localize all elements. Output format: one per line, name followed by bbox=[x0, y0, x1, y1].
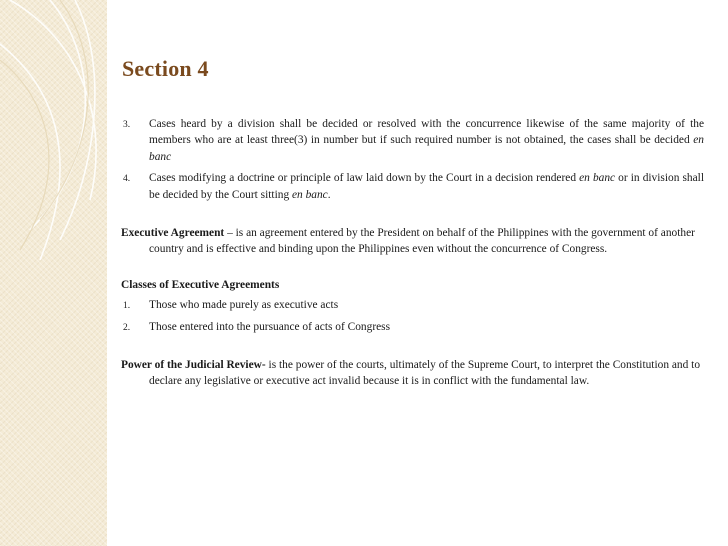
list-item bbox=[121, 116, 704, 165]
item-text: Those entered into the pursuance of acts of Congress bbox=[149, 320, 391, 333]
item-text: Cases heard by a division shall be decided or resolved with the concurrence likewise of the same majority of the members who are at least three(3) in number but if such required number is not obtained, the cases shall be decided bbox=[149, 118, 704, 147]
executive-agreement-definition bbox=[121, 225, 704, 258]
item-number: 2. bbox=[123, 322, 131, 333]
item-number: 3. bbox=[123, 120, 131, 130]
slide-title: Section 4 bbox=[122, 56, 209, 81]
item-text: Those who made purely as executive acts bbox=[149, 299, 339, 312]
term-definition: is the power of the courts, ultimately of the Supreme Court, to interpret the Constitution and to declare any legislative or executive act invalid because it is in conflict with the fundamental law. bbox=[149, 359, 701, 388]
classes-heading: Classes of Executive Agreements bbox=[121, 278, 280, 291]
item-number: 1. bbox=[123, 301, 131, 312]
decorative-sidebar bbox=[0, 0, 107, 546]
list-item bbox=[121, 319, 704, 335]
list-item bbox=[121, 170, 704, 203]
item-text: or in division shall be decided by the Court sitting bbox=[149, 172, 704, 201]
term-label: Power of the Judicial Review- bbox=[121, 359, 266, 372]
swirl-decoration bbox=[0, 0, 107, 546]
slide-content bbox=[121, 116, 704, 390]
term-label: Executive Agreement bbox=[121, 227, 225, 240]
item-italic: en banc bbox=[579, 172, 616, 185]
list-item bbox=[121, 297, 704, 313]
item-italic: en banc bbox=[149, 134, 704, 163]
term-definition: – is an agreement entered by the President on behalf of the Philippines with the government of another country and is effective and binding upon the Philippines even without the concurrence of Congress. bbox=[149, 227, 695, 256]
item-number: 4. bbox=[123, 174, 131, 185]
item-italic: en banc bbox=[292, 188, 328, 201]
judicial-review-definition bbox=[121, 357, 704, 390]
item-text: Cases modifying a doctrine or principle of law laid down by the Court in a decision rendered bbox=[149, 172, 580, 185]
item-text: . bbox=[327, 188, 331, 201]
